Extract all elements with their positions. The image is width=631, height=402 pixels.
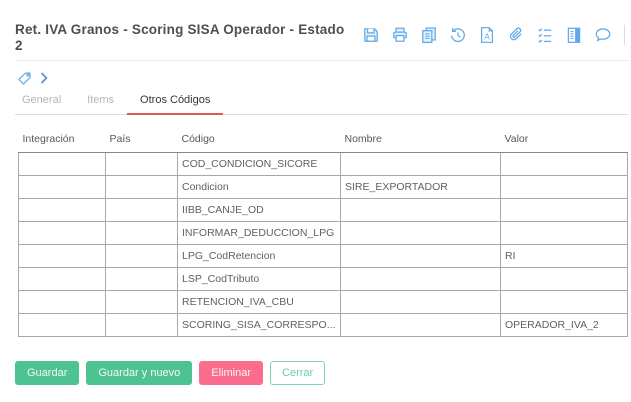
cell-pais [106,221,178,244]
cell-integracion [19,244,106,267]
column-header-valor: Valor [501,128,628,153]
cell-nombre [341,290,501,313]
cell-pais [106,175,178,198]
cell-pais [106,198,178,221]
table-row[interactable] [19,313,628,336]
history-icon[interactable] [449,26,467,44]
cell-valor: OPERADOR_IVA_2 [501,313,628,336]
cell-codigo: IIBB_CANJE_OD [178,198,341,221]
breadcrumb [17,71,631,86]
cell-pais [106,244,178,267]
cell-codigo: INFORMAR_DEDUCCION_LPG [178,221,341,244]
save-button[interactable]: Guardar [15,361,79,385]
delete-button[interactable]: Eliminar [199,361,263,385]
cell-nombre [341,198,501,221]
header [0,0,631,54]
column-header-codigo: Código [178,128,341,153]
cell-codigo: RETENCION_IVA_CBU [178,290,341,313]
tab-items[interactable]: Items [87,93,115,106]
checklist-icon[interactable] [536,26,554,44]
table-row[interactable] [19,152,628,175]
cell-valor [501,221,628,244]
cell-pais [106,313,178,336]
cell-nombre [341,313,501,336]
cell-valor: RI [501,244,628,267]
codes-table [18,128,628,337]
cell-codigo: SCORING_SISA_CORRESPO... [178,313,341,336]
table-row[interactable] [19,290,628,313]
save-and-new-button[interactable]: Guardar y nuevo [86,361,192,385]
print-icon[interactable] [391,26,409,44]
cell-integracion [19,152,106,175]
table-row[interactable] [19,267,628,290]
cell-codigo: Condicion [178,175,341,198]
table-body [19,152,628,336]
document-a-icon[interactable] [478,26,496,44]
action-bar [15,361,631,385]
column-header-pais: País [106,128,178,153]
cell-nombre [341,152,501,175]
cell-integracion [19,313,106,336]
attachment-icon[interactable] [507,26,525,44]
cell-nombre: SIRE_EXPORTADOR [341,175,501,198]
cell-integracion [19,290,106,313]
column-header-nombre: Nombre [341,128,501,153]
cell-nombre [341,267,501,290]
chevron-right-icon [40,72,48,84]
cell-valor [501,175,628,198]
cell-nombre [341,244,501,267]
close-button[interactable]: Cerrar [270,361,325,385]
tab-otros-codigos[interactable]: Otros Códigos [127,91,223,115]
cell-pais [106,152,178,175]
copy-icon[interactable] [420,26,438,44]
tag-icon[interactable] [17,71,32,86]
table-row[interactable] [19,221,628,244]
cell-integracion [19,221,106,244]
cell-pais [106,267,178,290]
cell-valor [501,267,628,290]
toolbar-divider [624,25,625,45]
cell-integracion [19,175,106,198]
cell-codigo: COD_CONDICION_SICORE [178,152,341,175]
cell-integracion [19,198,106,221]
comment-icon[interactable] [594,26,612,44]
cell-codigo: LSP_CodTributo [178,267,341,290]
cell-codigo: LPG_CodRetencion [178,244,341,267]
cell-nombre [341,221,501,244]
tab-general[interactable]: General [22,93,62,106]
cell-valor [501,198,628,221]
cell-pais [106,290,178,313]
page-title: Ret. IVA Granos - Scoring SISA Operador - Estado 2 [15,22,345,53]
svg-text:A: A [484,31,490,42]
header-divider [15,60,628,61]
cell-valor [501,290,628,313]
tab-bar [15,91,628,115]
save-icon[interactable] [362,26,380,44]
table-row[interactable] [19,198,628,221]
report-icon[interactable] [565,26,583,44]
cell-integracion [19,267,106,290]
toolbar [362,22,625,45]
table-row[interactable] [19,175,628,198]
cell-valor [501,152,628,175]
column-header-integracion: Integración [19,128,106,153]
table-row[interactable] [19,244,628,267]
table-header-row [19,128,628,153]
